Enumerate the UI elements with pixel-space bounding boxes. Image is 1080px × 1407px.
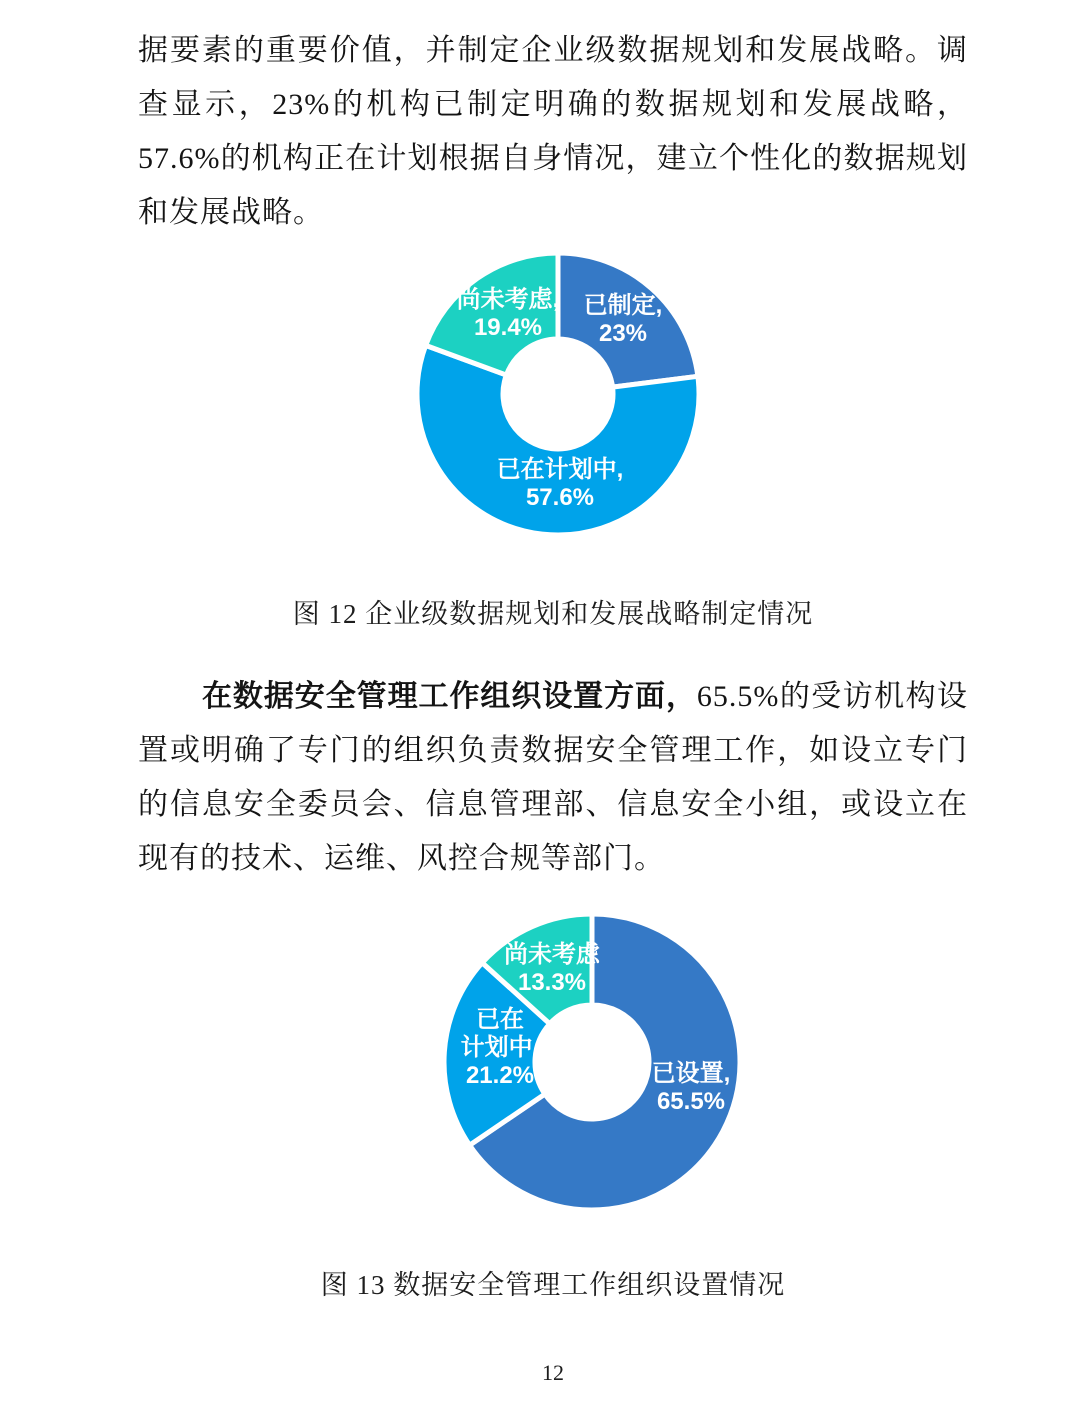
figure-13-caption: 图 13 数据安全管理工作组织设置情况 [320, 1270, 786, 1300]
paragraph-2-bold-lead: 在数据安全管理工作组织设置方面， [202, 680, 697, 713]
slice-label-name: 尚未考虑 [504, 941, 600, 968]
figure-12-caption: 图 12 企业级数据规划和发展战略制定情况 [292, 599, 814, 629]
slice-label-value: 13.3% [517, 969, 587, 996]
slice-label-value: 19.4% [473, 314, 543, 341]
slice-label-name: 已在计划中, [496, 456, 624, 483]
slice-label-value: 21.2% [465, 1062, 535, 1089]
paragraph-2 [138, 670, 968, 886]
slice-label-value: 65.5% [656, 1088, 726, 1115]
slice-label-value: 23% [598, 320, 648, 347]
figure-13-donut-chart [427, 897, 757, 1227]
paragraph-2-rest: 65.5%的受访机构设置或明确了专门的组织负责数据安全管理工作，如设立专门的信息安全委员会、信息管理部、信息安全小组，或设立在现有的技术、运维、风控合规等部门。 [138, 680, 969, 875]
slice-label-value: 57.6% [525, 484, 595, 511]
figure-12-donut-chart [398, 234, 718, 554]
paragraph-1: 据要素的重要价值，并制定企业级数据规划和发展战略。调查显示，23%的机构已制定明确的数据规划和发展战略，57.6%的机构正在计划根据自身情况，建立个性化的数据规划和发展战略。 [138, 34, 968, 229]
slice-label-name: 尚未考虑, [456, 286, 560, 313]
slice-label-name-line1: 已在 [475, 1006, 524, 1033]
slice-label-name: 已设置, [651, 1060, 731, 1087]
slice-label-name-line2: 计划中, [460, 1034, 540, 1061]
slice-label-name: 已制定, [583, 292, 663, 319]
donut-slice-0 [558, 253, 698, 387]
page-number: 12 [542, 1360, 564, 1385]
